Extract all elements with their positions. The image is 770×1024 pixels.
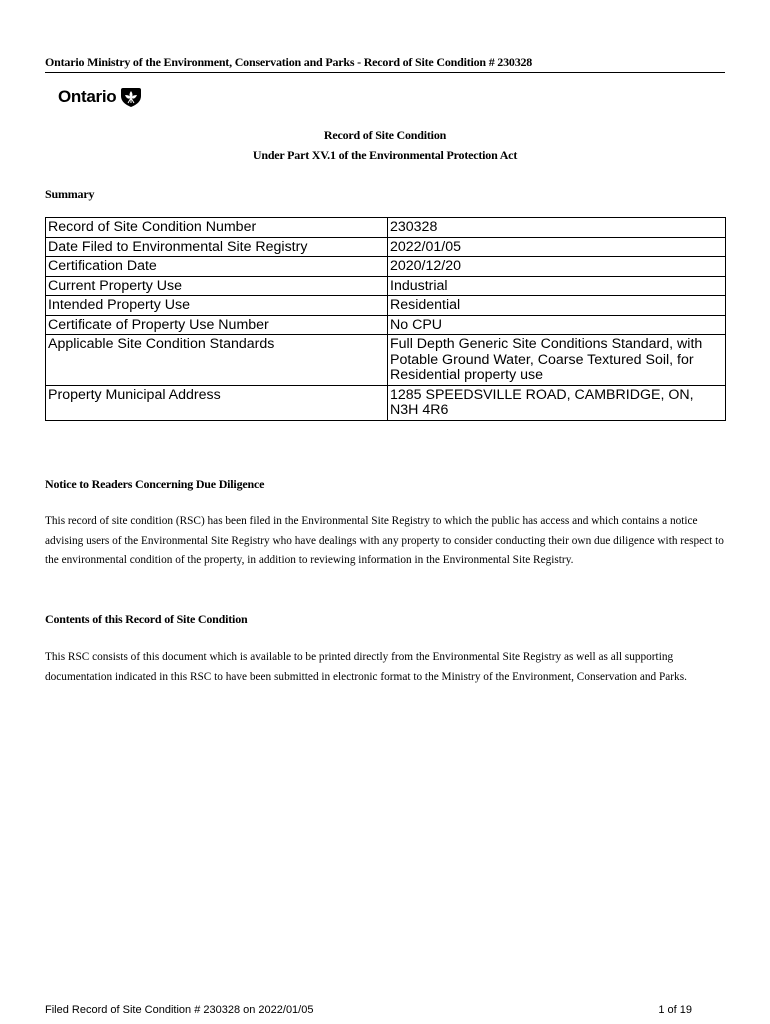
- table-row: [46, 218, 726, 238]
- row-label: Current Property Use: [46, 276, 388, 296]
- table-row: [46, 296, 726, 316]
- table-row: [46, 385, 726, 420]
- table-row: [46, 315, 726, 335]
- contents-paragraph: This RSC consists of this document which is available to be printed directly from the Environmental Site Registry as well as all supporting documentation indicated in this RSC to have been submitted in electronic format to the Ministry of the Environment, Conservation and Parks.: [45, 651, 687, 683]
- footer-filed-note: Filed Record of Site Condition # 230328 on 2022/01/05: [45, 1004, 314, 1016]
- row-label: Certificate of Property Use Number: [46, 315, 388, 335]
- ontario-logo: [58, 86, 142, 108]
- page-header-title: Ontario Ministry of the Environment, Conservation and Parks - Record of Site Condition # 230328: [45, 55, 725, 73]
- trillium-icon: [120, 86, 142, 108]
- row-label: Date Filed to Environmental Site Registry: [46, 237, 388, 257]
- table-row: [46, 276, 726, 296]
- row-label: Record of Site Condition Number: [46, 218, 388, 238]
- table-row: [46, 237, 726, 257]
- row-value: Residential: [388, 296, 726, 316]
- notice-heading: Notice to Readers Concerning Due Diligence: [45, 477, 265, 491]
- summary-heading: Summary: [45, 187, 95, 201]
- row-label: Intended Property Use: [46, 296, 388, 316]
- row-label: Property Municipal Address: [46, 385, 388, 420]
- row-value: 230328: [388, 218, 726, 238]
- page-number: 1 of 19: [658, 1004, 692, 1016]
- document-title: Record of Site Condition: [323, 128, 447, 142]
- notice-paragraph: This record of site condition (RSC) has been filed in the Environmental Site Registry to which the public has access and which contains a notice advising users of the Environmental Site Registry who have dealings with any property to consider conducting their own due diligence with respect to the environmental condition of the property, in addition to reviewing information in the Environmental Site Registry.: [45, 515, 724, 567]
- row-value: 2020/12/20: [388, 257, 726, 277]
- document-subtitle: Under Part XV.1 of the Environmental Protection Act: [252, 148, 518, 162]
- row-value: Full Depth Generic Site Conditions Standard, with Potable Ground Water, Coarse Textured Soil, for Residential property use: [388, 335, 726, 386]
- contents-heading: Contents of this Record of Site Condition: [45, 612, 248, 626]
- row-label: Applicable Site Condition Standards: [46, 335, 388, 386]
- row-value: Industrial: [388, 276, 726, 296]
- summary-table: [45, 217, 726, 421]
- table-row: [46, 257, 726, 277]
- table-row: [46, 335, 726, 386]
- row-value: 2022/01/05: [388, 237, 726, 257]
- logo-text: Ontario: [58, 87, 117, 106]
- row-label: Certification Date: [46, 257, 388, 277]
- row-value: 1285 SPEEDSVILLE ROAD, CAMBRIDGE, ON, N3H 4R6: [388, 385, 726, 420]
- row-value: No CPU: [388, 315, 726, 335]
